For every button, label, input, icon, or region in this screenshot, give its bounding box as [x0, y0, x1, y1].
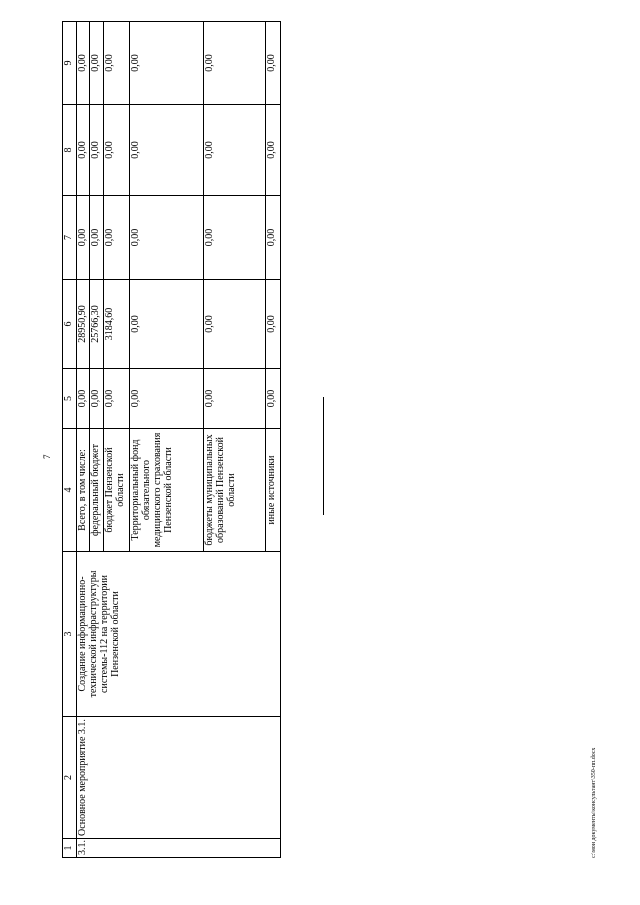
value-cell: 0,00 — [76, 105, 90, 196]
col-number: 9 — [63, 22, 77, 105]
source-label: Всего, в том числе: — [76, 429, 90, 552]
col-number: 3 — [63, 552, 77, 717]
value-cell: 0,00 — [204, 196, 266, 280]
value-cell: 0,00 — [129, 280, 204, 369]
value-cell: 0,00 — [129, 105, 204, 196]
value-cell: 0,00 — [103, 22, 129, 105]
value-cell: 25766,30 — [90, 280, 104, 369]
value-cell: 3184,60 — [103, 280, 129, 369]
col-number: 7 — [63, 196, 77, 280]
value-cell: 0,00 — [103, 369, 129, 429]
value-cell: 0,00 — [90, 369, 104, 429]
value-cell: 0,00 — [129, 369, 204, 429]
value-cell: 0,00 — [204, 369, 266, 429]
col-number: 8 — [63, 105, 77, 196]
value-cell: 0,00 — [266, 280, 281, 369]
value-cell: 0,00 — [204, 22, 266, 105]
value-cell: 0,00 — [76, 22, 90, 105]
value-cell: 0,00 — [90, 22, 104, 105]
source-label: федеральный бюджет — [90, 429, 104, 552]
source-label: Территориальный фонд обязательного медицинского страхования Пензенской области — [129, 429, 204, 552]
value-cell: 0,00 — [204, 105, 266, 196]
value-cell: 28950,90 — [76, 280, 90, 369]
funding-table — [62, 21, 281, 858]
col-number: 2 — [63, 717, 77, 839]
footer-file-path: c:\мои документы\консультант\350-пп.docx — [591, 747, 597, 858]
col-number: 6 — [63, 280, 77, 369]
col-number: 1 — [63, 839, 77, 858]
value-cell: 0,00 — [204, 280, 266, 369]
value-cell: 0,00 — [76, 369, 90, 429]
source-label: иные источники — [266, 429, 281, 552]
source-label: бюджеты муниципальных образований Пензенской области — [204, 429, 266, 552]
separator-line — [323, 397, 324, 515]
value-cell: 0,00 — [103, 105, 129, 196]
row-number: 3.1. — [76, 839, 280, 858]
value-cell: 0,00 — [90, 105, 104, 196]
value-cell: 0,00 — [103, 196, 129, 280]
value-cell: 0,00 — [90, 196, 104, 280]
source-label: бюджет Пензенской области — [103, 429, 129, 552]
value-cell: 0,00 — [266, 22, 281, 105]
measure-title: Создание информационно-технической инфраструктуры системы-112 на территории Пензенской области — [76, 552, 280, 717]
value-cell: 0,00 — [129, 22, 204, 105]
value-cell: 0,00 — [266, 196, 281, 280]
value-cell: 0,00 — [266, 369, 281, 429]
page-number: 7 — [42, 454, 52, 459]
value-cell: 0,00 — [76, 196, 90, 280]
value-cell: 0,00 — [266, 105, 281, 196]
value-cell: 0,00 — [129, 196, 204, 280]
column-number-row — [63, 22, 77, 858]
col-number: 4 — [63, 429, 77, 552]
table-row — [76, 22, 90, 858]
measure-name: Основное мероприятие 3.1. — [76, 717, 280, 839]
col-number: 5 — [63, 369, 77, 429]
